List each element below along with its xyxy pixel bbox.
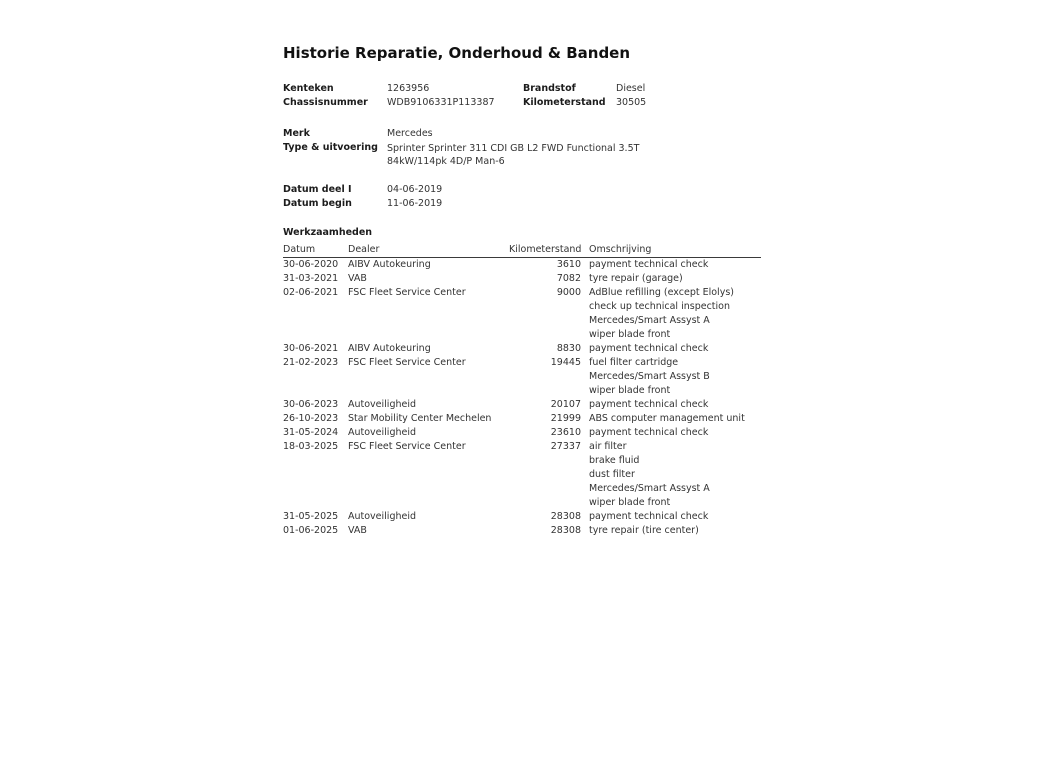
cell-kilometerstand: 27337 (550, 441, 581, 452)
cell-datum: 31-05-2024 (283, 427, 339, 438)
omschrijving-line: payment technical check (589, 511, 709, 522)
cell-datum: 21-02-2023 (283, 357, 339, 368)
kenteken-label: Kenteken (283, 83, 334, 94)
cell-dealer: FSC Fleet Service Center (348, 287, 466, 298)
table-row (283, 356, 761, 398)
table-row (283, 440, 761, 510)
cell-omschrijving (581, 510, 761, 524)
omschrijving-line: payment technical check (589, 399, 709, 410)
cell-omschrijving (581, 398, 761, 412)
vehicle-type-section (283, 127, 761, 168)
cell-dealer: Autoveiligheid (348, 399, 417, 410)
cell-omschrijving (581, 272, 761, 286)
table-row (283, 510, 761, 524)
table-row (283, 286, 761, 342)
cell-datum: 31-05-2025 (283, 511, 339, 522)
cell-datum: 30-06-2021 (283, 343, 339, 354)
kilometerstand-label: Kilometerstand (523, 97, 606, 108)
cell-datum: 18-03-2025 (283, 441, 339, 452)
cell-dealer: FSC Fleet Service Center (348, 357, 466, 368)
history-report-document (283, 44, 761, 538)
cell-dealer: Autoveiligheid (348, 427, 417, 438)
cell-kilometerstand: 23610 (550, 427, 581, 438)
cell-kilometerstand: 8830 (556, 343, 581, 354)
cell-dealer: AIBV Autokeuring (348, 259, 431, 270)
cell-omschrijving (581, 286, 761, 342)
table-row (283, 524, 761, 538)
cell-kilometerstand: 28308 (550, 525, 581, 536)
werkzaamheden-heading: Werkzaamheden (283, 227, 373, 238)
chassisnummer-label: Chassisnummer (283, 97, 368, 108)
omschrijving-line: payment technical check (589, 259, 709, 270)
cell-omschrijving (581, 342, 761, 356)
cell-datum: 02-06-2021 (283, 287, 339, 298)
omschrijving-line: ABS computer management unit (589, 413, 745, 424)
table-header-row (283, 243, 761, 258)
column-header-kilometerstand: Kilometerstand (509, 243, 581, 258)
cell-kilometerstand: 21999 (550, 413, 581, 424)
datum-begin-value: 11-06-2019 (387, 198, 443, 209)
cell-dealer: VAB (348, 273, 367, 284)
cell-kilometerstand: 28308 (550, 511, 581, 522)
table-row (283, 258, 761, 273)
omschrijving-line: AdBlue refilling (except Elolys) (589, 287, 734, 298)
omschrijving-line: Mercedes/Smart Assyst A (589, 483, 710, 494)
page-title: Historie Reparatie, Onderhoud & Banden (283, 44, 631, 62)
cell-omschrijving (581, 412, 761, 426)
brandstof-label: Brandstof (523, 83, 576, 94)
cell-kilometerstand: 20107 (550, 399, 581, 410)
merk-value: Mercedes (387, 128, 433, 139)
omschrijving-line: Mercedes/Smart Assyst B (589, 371, 710, 382)
kenteken-value: 1263956 (387, 83, 430, 94)
table-row (283, 426, 761, 440)
omschrijving-line: brake fluid (589, 455, 640, 466)
column-header-datum: Datum (283, 243, 348, 258)
chassisnummer-value: WDB9106331P113387 (387, 97, 495, 108)
cell-dealer: Autoveiligheid (348, 511, 417, 522)
cell-kilometerstand: 3610 (556, 259, 581, 270)
brandstof-value: Diesel (616, 83, 646, 94)
datum-begin-label: Datum begin (283, 198, 352, 209)
cell-dealer: AIBV Autokeuring (348, 343, 431, 354)
cell-dealer: VAB (348, 525, 367, 536)
cell-kilometerstand: 19445 (550, 357, 581, 368)
cell-datum: 01-06-2025 (283, 525, 339, 536)
cell-omschrijving (581, 426, 761, 440)
cell-kilometerstand: 9000 (556, 287, 581, 298)
cell-datum: 30-06-2020 (283, 259, 339, 270)
cell-datum: 26-10-2023 (283, 413, 339, 424)
cell-dealer: FSC Fleet Service Center (348, 441, 466, 452)
registration-dates-section (283, 183, 761, 211)
omschrijving-line: wiper blade front (589, 329, 671, 340)
datum-deel-1-label: Datum deel I (283, 184, 352, 195)
cell-kilometerstand: 7082 (556, 273, 581, 284)
cell-omschrijving (581, 440, 761, 510)
werkzaamheden-table (283, 243, 761, 538)
column-header-omschrijving: Omschrijving (581, 243, 761, 258)
omschrijving-line: wiper blade front (589, 385, 671, 396)
omschrijving-line: tyre repair (tire center) (589, 525, 699, 536)
table-row (283, 398, 761, 412)
merk-label: Merk (283, 128, 310, 139)
type-uitvoering-label: Type & uitvoering (283, 142, 378, 153)
omschrijving-line: check up technical inspection (589, 301, 730, 312)
cell-omschrijving (581, 258, 761, 273)
cell-omschrijving (581, 356, 761, 398)
cell-datum: 30-06-2023 (283, 399, 339, 410)
cell-omschrijving (581, 524, 761, 538)
datum-deel-1-value: 04-06-2019 (387, 184, 443, 195)
vehicle-id-section (283, 82, 761, 110)
omschrijving-line: wiper blade front (589, 497, 671, 508)
kilometerstand-value: 30505 (616, 97, 647, 108)
cell-dealer: Star Mobility Center Mechelen (348, 413, 492, 424)
omschrijving-line: payment technical check (589, 427, 709, 438)
type-uitvoering-value: Sprinter Sprinter 311 CDI GB L2 FWD Functional 3.5T 84kW/114pk 4D/P Man-6 (387, 143, 640, 167)
table-row (283, 272, 761, 286)
table-row (283, 412, 761, 426)
omschrijving-line: tyre repair (garage) (589, 273, 683, 284)
omschrijving-line: air filter (589, 441, 627, 452)
omschrijving-line: fuel filter cartridge (589, 357, 679, 368)
omschrijving-line: payment technical check (589, 343, 709, 354)
werkzaamheden-table-body (283, 258, 761, 539)
table-row (283, 342, 761, 356)
column-header-dealer: Dealer (348, 243, 509, 258)
omschrijving-line: Mercedes/Smart Assyst A (589, 315, 710, 326)
omschrijving-line: dust filter (589, 469, 635, 480)
cell-datum: 31-03-2021 (283, 273, 339, 284)
